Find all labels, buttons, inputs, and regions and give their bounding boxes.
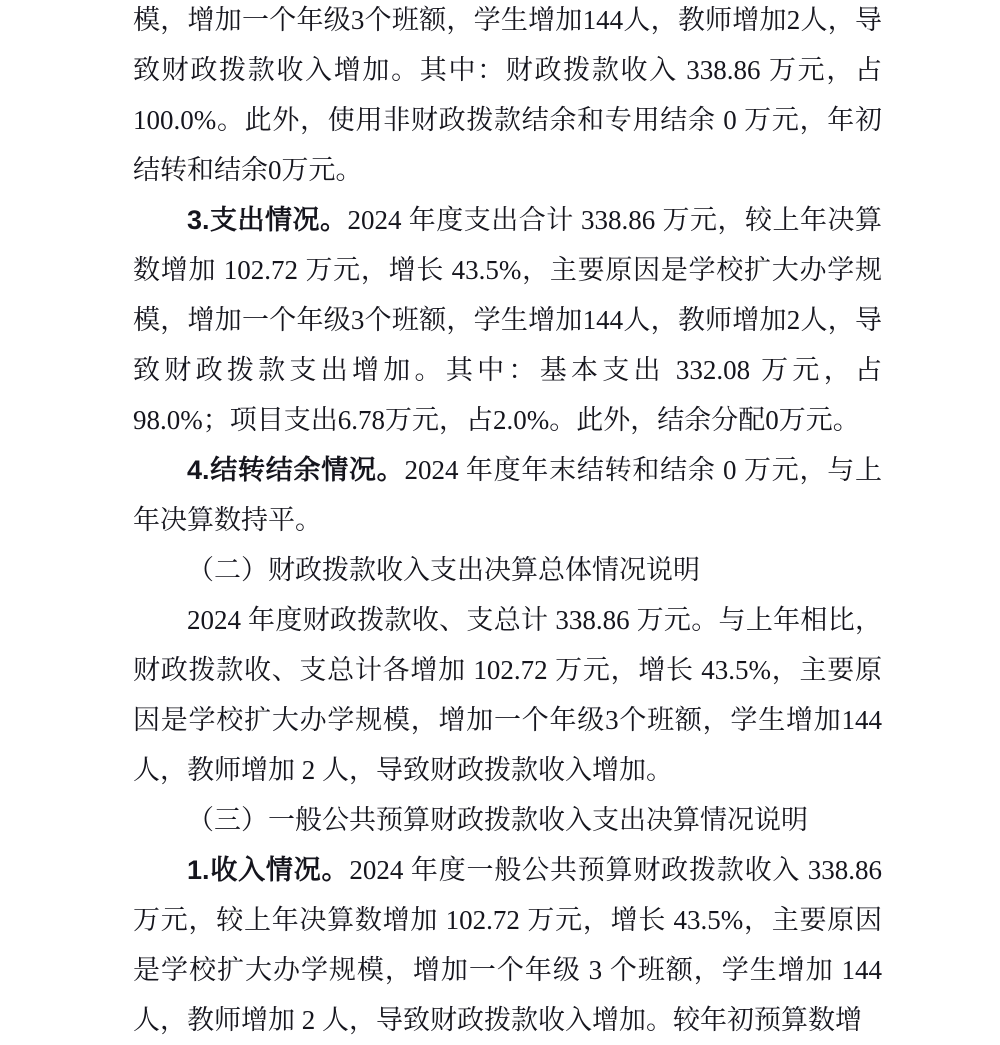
paragraph-text: 模，增加一个年级3个班额，学生增加144人，教师增加2人，导致财政拨款收入增加。其中：财政拨款收入 338.86 万元，占100.0%。此外，使用非财政拨款结余和专用结余 0 万元，年初结转和结余0万元。 [133, 5, 882, 185]
paragraph-lead: 1.收入情况。 [187, 855, 350, 885]
heading-text: （二）财政拨款收入支出决算总体情况说明 [187, 555, 700, 585]
paragraph-income [133, 845, 882, 1045]
paragraph-carryover [133, 445, 882, 545]
paragraph-text: 2024 年度一般公共预算财政拨款收入 338.86 万元，较上年决算数增加 102.72 万元，增长 43.5%，主要原因是学校扩大办学规模，增加一个年级 3 个班额，学生增加 144 人，教师增加 2 人，导致财政拨款收入增加。较年初预算数增 [133, 855, 882, 1035]
paragraph-lead: 4.结转结余情况。 [187, 455, 405, 485]
paragraph-fiscal-total [133, 595, 882, 795]
paragraph-overview-continuation [133, 0, 882, 195]
paragraph-expenditure [133, 195, 882, 445]
paragraph-text: 2024 年度支出合计 338.86 万元，较上年决算数增加 102.72 万元，增长 43.5%，主要原因是学校扩大办学规模，增加一个年级3个班额，学生增加144人，教师增加2人，导致财政拨款支出增加。其中：基本支出 332.08 万元，占98.0%；项目支出6.78万元，占2.0%。此外，结余分配0万元。 [133, 205, 882, 435]
paragraph-lead: 3.支出情况。 [187, 205, 348, 235]
paragraph-text: 2024 年度年末结转和结余 0 万元，与上年决算数持平。 [133, 455, 882, 535]
paragraph-text: 2024 年度财政拨款收、支总计 338.86 万元。与上年相比，财政拨款收、支总计各增加 102.72 万元，增长 43.5%，主要原因是学校扩大办学规模，增加一个年级3个班额，学生增加144人，教师增加 2 人，导致财政拨款收入增加。 [133, 605, 882, 785]
heading-text: （三）一般公共预算财政拨款收入支出决算情况说明 [187, 805, 808, 835]
section-heading-fiscal-appropriation-overview [133, 545, 882, 595]
section-heading-general-public-budget [133, 795, 882, 845]
